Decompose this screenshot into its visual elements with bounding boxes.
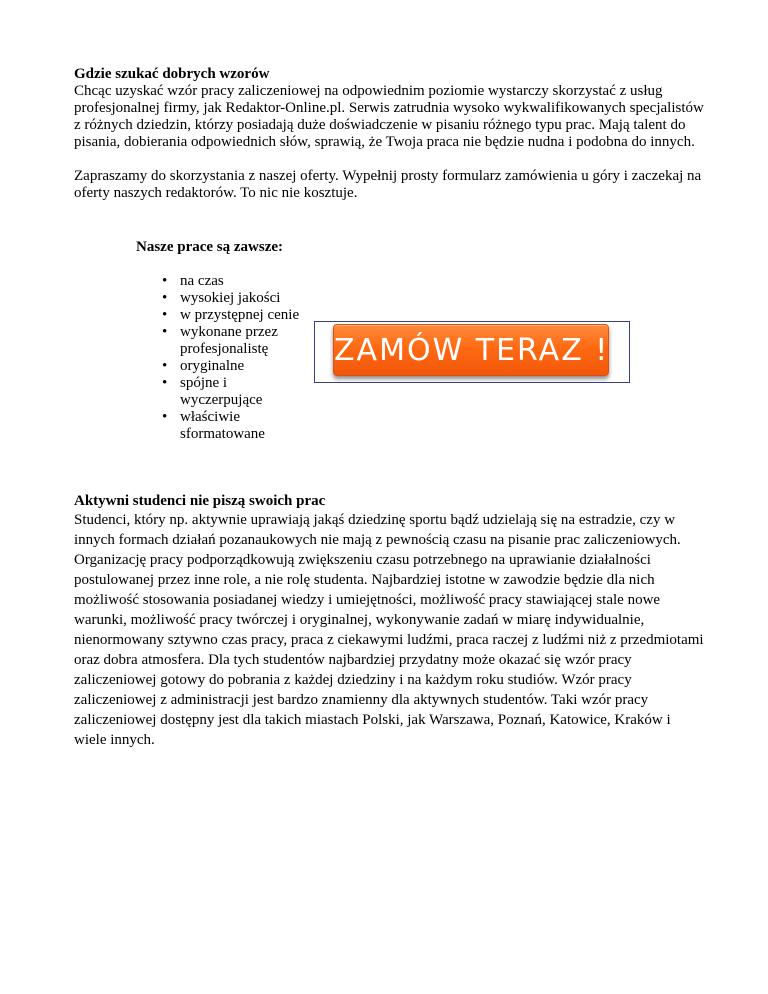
list-item xyxy=(162,307,307,324)
section-heading: Aktywni studenci nie piszą swoich prac xyxy=(74,493,326,509)
order-banner-frame xyxy=(314,321,630,383)
list-item xyxy=(162,409,307,443)
bullet-icon: • xyxy=(162,358,168,374)
offer-block xyxy=(74,239,704,483)
bullet-icon: • xyxy=(162,273,168,289)
list-item-label: wykonane przez profesjonalistę xyxy=(180,324,278,357)
offer-heading: Nasze prace są zawsze: xyxy=(136,239,284,255)
list-item-label: w przystępnej cenie xyxy=(180,307,300,323)
list-item-label: oryginalne xyxy=(180,358,245,374)
list-item-label: wysokiej jakości xyxy=(180,290,281,306)
section-paragraph: Chcąc uzyskać wzór pracy zaliczeniowej na odpowiednim poziomie wystarczy skorzystać z usług profesjonalnej firmy, jak Redaktor-Online.pl. Serwis zatrudnia wysoko wykwalifikowanych specjalistów z różnych dziedzin, którzy posiadają duże doświadczenie w pisaniu różnego typu prac. Mają talent do pisania, dobierania odpowiednich słów, sprawią, że Twoja praca nie będzie nudna i podobna do innych. xyxy=(74,83,704,150)
section-active-students xyxy=(74,493,704,750)
bullet-icon: • xyxy=(162,290,168,306)
list-item-label: na czas xyxy=(180,273,224,289)
bullet-icon: • xyxy=(162,375,168,391)
offer-list xyxy=(162,273,307,443)
section-where-to-find xyxy=(74,66,704,202)
list-item xyxy=(162,375,307,409)
list-item xyxy=(162,358,307,375)
bullet-icon: • xyxy=(162,409,168,425)
list-item xyxy=(162,273,307,290)
list-item-label: spójne i wyczerpujące xyxy=(180,375,263,408)
bullet-icon: • xyxy=(162,307,168,323)
section-heading: Gdzie szukać dobrych wzorów xyxy=(74,66,270,82)
list-item xyxy=(162,324,307,358)
order-now-button[interactable]: ZAMÓW TERAZ ! xyxy=(333,324,609,376)
section-paragraph: Studenci, który np. aktywnie uprawiają jakąś dziedzinę sportu bądź udzielają się na estradzie, czy w innych formach działań pozanaukowych nie mają z pewnością czasu na pisanie prac zaliczeniowych. Organizację pracy podporządkowują zwiększeniu czasu potrzebnego na uprawianie działalności postulowanej przez inne role, a nie rolę studenta. Najbardziej istotne w zawodzie będzie dla nich możliwość stosowania posiadanej wiedzy i umiejętności, możliwość pracy stawiającej stale nowe warunki, możliwość pracy twórczej i oryginalnej, wykonywanie zadań w miarę indywidualnie, nienormowany sztywno czas pracy, praca z ciekawymi ludźmi, praca raczej z ludźmi niż z przedmiotami oraz dobra atmosfera. Dla tych studentów najbardziej przydatny może okazać się wzór pracy zaliczeniowej gotowy do pobrania z każdej dziedziny i na każdym roku studiów. Wzór pracy zaliczeniowej z administracji jest bardzo znamienny dla aktywnych studentów. Taki wzór pracy zaliczeniowej dostępny jest dla takich miastach Polski, jak Warszawa, Poznań, Katowice, Kraków i wiele innych. xyxy=(74,512,704,748)
bullet-icon: • xyxy=(162,324,168,340)
document-page xyxy=(74,66,704,750)
list-item-label: właściwie sformatowane xyxy=(180,409,265,442)
invitation-paragraph: Zapraszamy do skorzystania z naszej oferty. Wypełnij prosty formularz zamówienia u góry i zaczekaj na oferty naszych redaktorów. To nic nie kosztuje. xyxy=(74,168,702,201)
list-item xyxy=(162,290,307,307)
